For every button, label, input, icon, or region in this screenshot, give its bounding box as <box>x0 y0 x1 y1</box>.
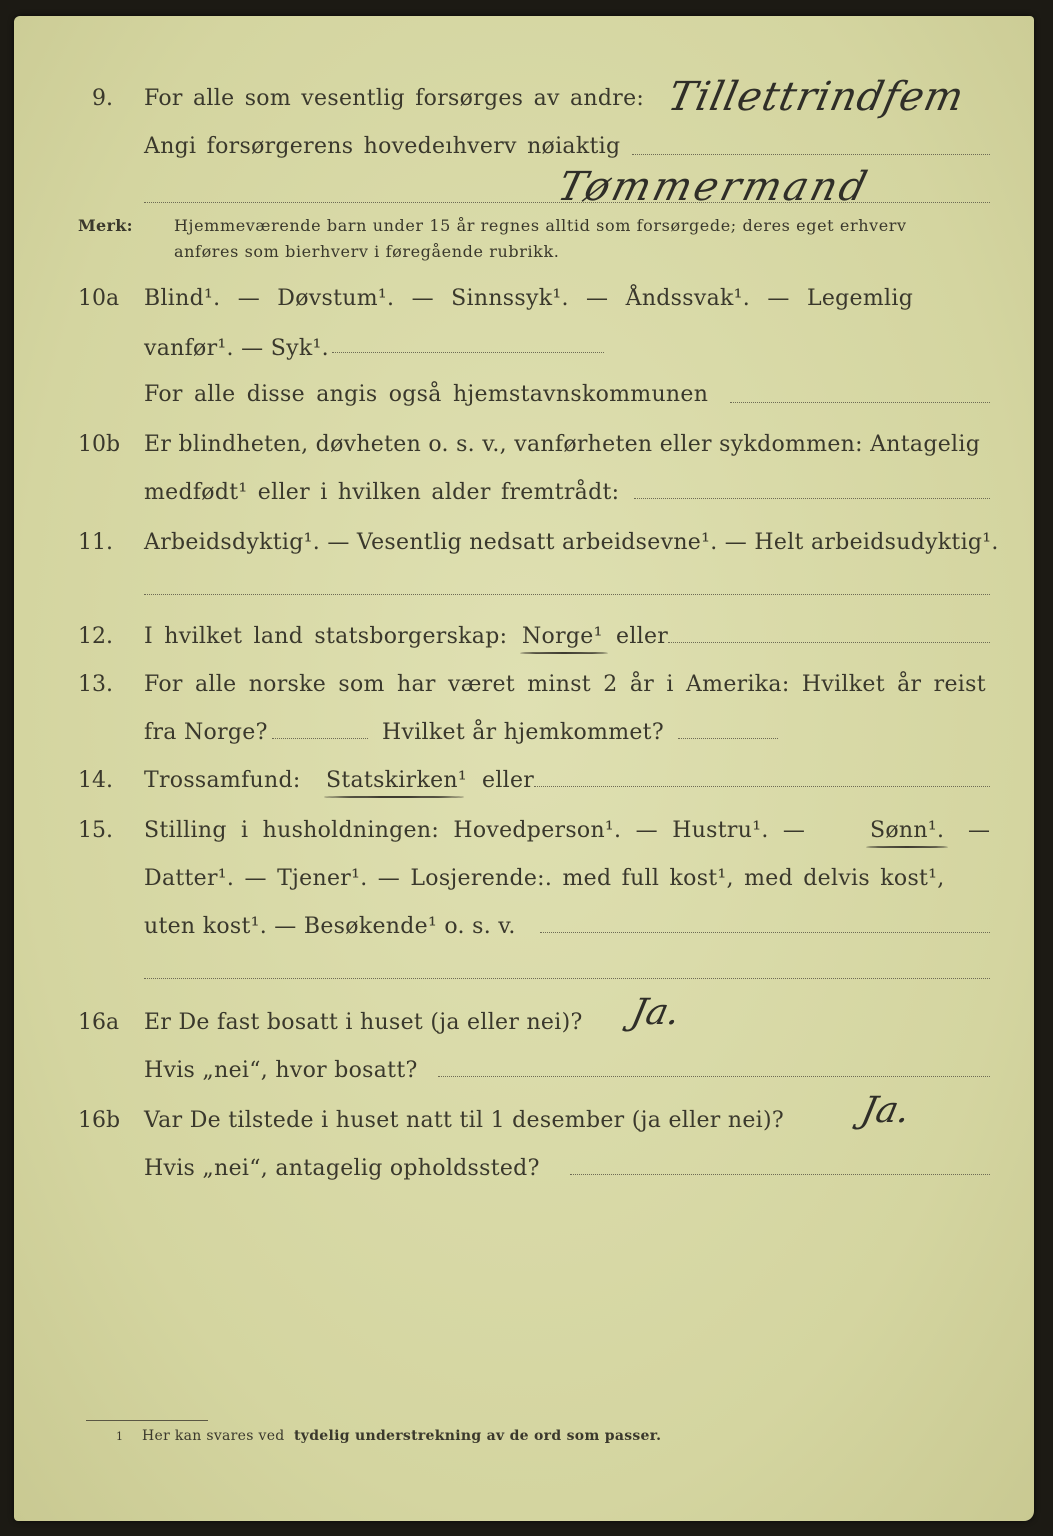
merk-line1: Hjemmeværende barn under 15 år regnes alltid som forsørgede; deres eget erhverv <box>174 216 907 235</box>
footnote-rule <box>86 1420 208 1421</box>
q12-suffix: eller <box>616 624 669 649</box>
q16b-handwritten-answer: Ja. <box>857 1090 914 1131</box>
q11-answer-line <box>144 594 990 595</box>
q10b-line2: medfødt¹ eller i hvilken alder fremtrådt: <box>144 480 620 505</box>
q14-answer-line <box>534 786 990 787</box>
q15-answer-line <box>540 932 990 933</box>
q15-sonn: Sønn¹. <box>870 818 945 843</box>
merk-label: Merk: <box>78 216 133 235</box>
q10a-line2: vanfør¹. — Syk¹. <box>144 336 329 361</box>
q13-reist-line <box>272 738 368 739</box>
q9-line2: Angi forsørgerens hovedeıhverv nøiaktig <box>144 134 621 159</box>
q14-statskirken-underline <box>324 796 464 798</box>
q16b-answer-line <box>570 1174 990 1175</box>
q15-line1c: — <box>968 818 991 843</box>
q16a-line1: Er De fast bosatt i huset (ja eller nei)? <box>144 1010 583 1035</box>
q15-answer-line-2 <box>144 978 990 979</box>
q10b-line1: Er blindheten, døvheten o. s. v., vanførheten eller sykdommen: Antagelig <box>144 432 981 457</box>
q11-number: 11. <box>78 530 113 555</box>
q12-answer-line <box>668 642 990 643</box>
footnote-plain: Her kan svares ved <box>142 1428 285 1444</box>
q10b-answer-line <box>634 498 990 499</box>
merk-line2: anføres som bierhverv i føregående rubrikk. <box>174 242 560 261</box>
q12-norge-underline <box>520 652 608 654</box>
q16b-line2: Hvis „nei“, antagelig opholdssted? <box>144 1156 540 1181</box>
q14-number: 14. <box>78 768 113 793</box>
q9-answer-line-2 <box>144 202 990 203</box>
q9-handwritten-answer2: Tømmermand <box>553 164 875 210</box>
q9-line1: For alle som vesentlig forsørges av andre: <box>144 86 645 111</box>
q15-line3: uten kost¹. — Besøkende¹ o. s. v. <box>144 914 516 939</box>
q16a-handwritten-answer: Ja. <box>627 992 684 1033</box>
q16a-line2: Hvis „nei“, hvor bosatt? <box>144 1058 418 1083</box>
q10a-number: 10a <box>78 286 120 311</box>
footnote-bold: tydelig understrekning av de ord som passer. <box>294 1428 662 1444</box>
q14-suffix: eller <box>482 768 535 793</box>
q16b-line1: Var De tilstede i huset natt til 1 desember (ja eller nei)? <box>144 1108 784 1133</box>
q15-sonn-underline <box>866 846 948 848</box>
q14-statskirken: Statskirken¹ <box>326 768 467 793</box>
q12-norge: Norge¹ <box>522 624 603 649</box>
q10a-answer-line <box>332 352 604 353</box>
q9-answer-line <box>632 154 990 155</box>
q13-hjemkommet-line <box>678 738 778 739</box>
q10a-line3: For alle disse angis også hjemstavnskommunen <box>144 382 709 407</box>
q9-handwritten-answer1: Tillettrindfem <box>664 74 969 120</box>
q15-line2: Datter¹. — Tjener¹. — Losjerende:. med full kost¹, med delvis kost¹, <box>144 866 945 891</box>
q10a-line1: Blind¹. — Døvstum¹. — Sinnssyk¹. — Åndssvak¹. — Legemlig <box>144 286 914 311</box>
q13-line1: For alle norske som har været minst 2 år i Amerika: Hvilket år reist <box>144 672 986 697</box>
q16b-number: 16b <box>78 1108 121 1133</box>
q12-prefix: I hvilket land statsborgerskap: <box>144 624 508 649</box>
q11-line1: Arbeidsdyktig¹. — Vesentlig nedsatt arbeidsevne¹. — Helt arbeidsudyktig¹. <box>144 530 999 555</box>
q10b-number: 10b <box>78 432 121 457</box>
q13-line2b: Hvilket år hjemkommet? <box>382 720 664 745</box>
footnote-mark: 1 <box>116 1430 124 1443</box>
q13-number: 13. <box>78 672 113 697</box>
q15-line1a: Stilling i husholdningen: Hovedperson¹. — Hustru¹. — <box>144 818 806 843</box>
q14-prefix: Trossamfund: <box>144 768 301 793</box>
q15-number: 15. <box>78 818 113 843</box>
q16a-answer-line <box>438 1076 990 1077</box>
q16a-number: 16a <box>78 1010 120 1035</box>
q9-number: 9. <box>92 86 113 111</box>
q12-number: 12. <box>78 624 113 649</box>
q13-line2a: fra Norge? <box>144 720 268 745</box>
q10a-hjemstavn-line <box>730 402 990 403</box>
census-form-page <box>14 16 1034 1521</box>
